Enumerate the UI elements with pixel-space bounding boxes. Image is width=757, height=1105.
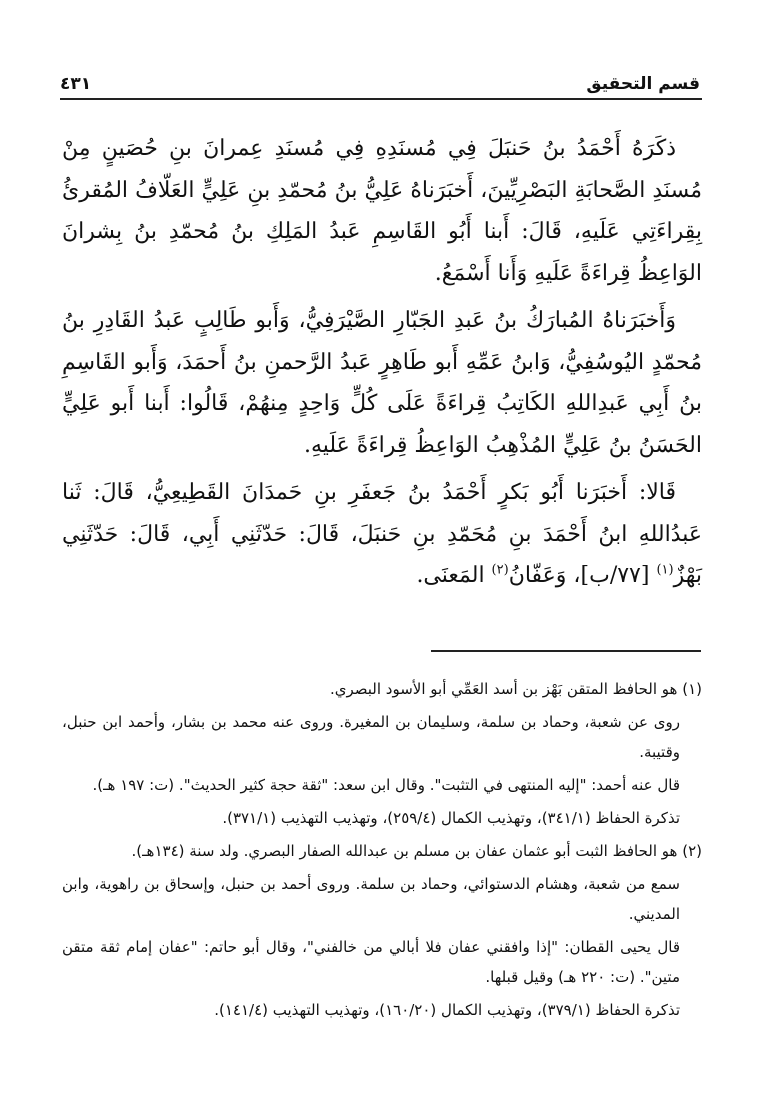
main-text <box>62 128 702 603</box>
footnotes <box>62 674 702 1028</box>
footnote-line: تذكرة الحفاظ (٣٧٩/١)، وتهذيب الكمال (١٦٠/٢٠)، وتهذيب التهذيب (١٤١/٤). <box>214 1001 680 1019</box>
footnote-line: قال يحيى القطان: "إذا وافقني عفان فلا أبالي من خالفني"، وقال أبو حاتم: "عفان إمام ثقة متقن متين". (ت: ٢٢٠ هـ) وقيل قبلها. <box>62 938 680 986</box>
footnote-ref: (٢) <box>491 562 509 578</box>
paragraph-text: المَعنَى. <box>416 563 492 588</box>
footnote-line: تذكرة الحفاظ (٣٤١/١)، وتهذيب الكمال (٢٥٩/٤)، وتهذيب التهذيب (٣٧١/١). <box>222 809 680 827</box>
paragraph-text: قَالا: أَخبَرَنا أَبُو بَكرٍ أَحْمَدُ بنُ جَعفَرِ بنِ حَمدَانَ القَطِيعِيُّ، قَالَ: ثَنا عَبدُاللهِ ابنُ أَحْمَدَ بنِ مُحَمّدِ بنِ حَنبَلَ، قَالَ: حَدّثَنِي أَبِي، قَالَ: حَدّثَنِي بَهْزٌ <box>62 480 702 588</box>
footnote: (١) هو الحافظ المتقن بَهْز بن أسد العَمِّي أبو الأسود البصري. <box>329 680 702 698</box>
header-rule <box>60 98 702 100</box>
section-title: قسم التحقيق <box>586 74 700 94</box>
paragraph-text: [٧٧/ب]، وَعَفّانُ <box>508 563 657 588</box>
footnote-ref: (١) <box>656 562 674 578</box>
footnote-line: قال عنه أحمد: "إليه المنتهى في التثبت". وقال ابن سعد: "ثقة حجة كثير الحديث". (ت: ١٩٧ هـ). <box>92 776 680 794</box>
paragraph <box>62 472 702 597</box>
paragraph: وَأَخبَرَناهُ المُبارَكُ بنُ عَبدِ الجَبّارِ الصَّيْرَفِيُّ، وَأَبو طَالِبٍ عَبدُ القَادِرِ بنُ مُحمّدٍ اليُوسُفِيُّ، وَابنُ عَمِّهِ أَبو طَاهِرٍ عَبدُ الرَّحمنِ بنُ أَحمَدَ، وَأَبو القَاسِمِ بنُ أَبِي عَبدِاللهِ الكَاتِبُ قِراءَةً عَلَى كُلٍّ وَاحِدٍ مِنهُمْ، قَالُوا: أَبنا أَبو عَلِيٍّ الحَسَنُ بنُ عَلِيٍّ المُذْهِبُ الوَاعِظُ قِراءَةً عَلَيهِ. <box>62 308 702 458</box>
footnote-line: روى عن شعبة، وحماد بن سلمة، وسليمان بن المغيرة. وروى عنه محمد بن بشار، وأحمد ابن حنبل، وقتيبة. <box>62 713 680 761</box>
footnote-line: سمع من شعبة، وهشام الدستوائي، وحماد بن سلمة. وروى أحمد بن حنبل، وإسحاق بن راهوية، وابن المديني. <box>62 875 680 923</box>
page-number: ٤٣١ <box>60 74 92 94</box>
footnote-divider <box>431 650 701 652</box>
paragraph: ذكَرَهُ أَحْمَدُ بنُ حَنبَلَ فِي مُسنَدِهِ فِي مُسنَدِ عِمرانَ بنِ حُصَينٍ مِنْ مُسنَدِ الصَّحابَةِ البَصْرِيِّينَ، أَخبَرَناهُ عَلِيُّ بنُ مُحمّدِ بنِ عَلِيٍّ العَلّافُ المُقرئُ بِقِراءَتِي عَلَيهِ، قَالَ: أَبنا أَبُو القَاسِمِ عَبدُ المَلِكِ بنُ مُحمّدِ بنُ بِشرانَ الوَاعِظُ قِراءَةً عَلَيهِ وَأَنا أَسْمَعُ. <box>62 136 702 286</box>
footnote: (٢) هو الحافظ الثبت أبو عثمان عفان بن مسلم بن عبدالله الصفار البصري. ولد سنة (١٣٤هـ). <box>131 842 702 860</box>
running-header <box>60 72 700 100</box>
